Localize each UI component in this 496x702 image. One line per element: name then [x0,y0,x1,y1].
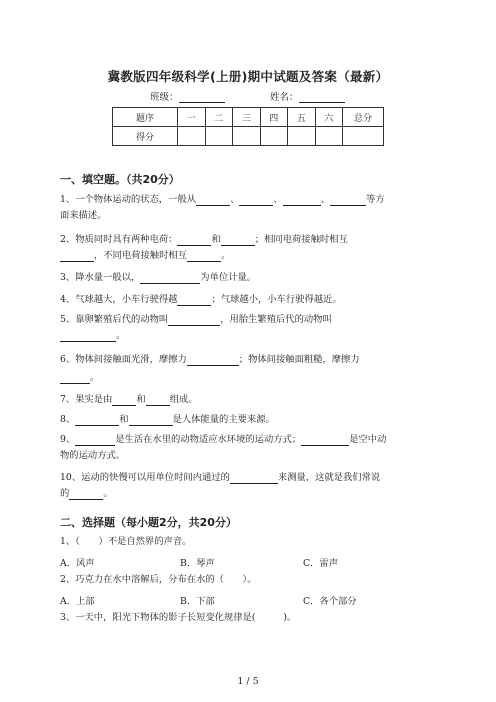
score-header-cell: 五 [288,108,316,127]
q5-text: ，用胎生繁殖后代的动物叫 [220,314,332,325]
q3-text: 3、降水量一般以， [60,272,141,283]
score-cell [288,127,316,146]
q2-text: 和 [211,234,221,245]
q10-fill [60,472,380,484]
q3-text: 为单位计量。 [200,272,257,283]
score-cell [260,127,288,146]
q2-text: 2、物质同时具有两种电荷： [60,234,178,245]
name-field [270,89,345,103]
q9-fill [60,434,386,446]
score-header-cell: 四 [260,108,288,127]
mc-q2-option-b: B．下部 [180,596,215,607]
blank [60,373,90,384]
q9-fill-cont: 物的运动方式。 [60,450,126,461]
mc-q1-option-b: B．琴声 [180,558,215,569]
q10-text: 来测量，这就是我们常说 [277,472,381,483]
score-value-row [113,127,384,146]
q1-text: 等方 [366,194,385,205]
blank [230,473,278,484]
q6-text: 6、物体间接触面光滑，摩擦力 [60,354,187,365]
score-header-cell: 总分 [343,108,384,127]
blank [187,251,221,262]
blank [196,195,230,206]
score-cell [315,127,343,146]
score-header-cell: 三 [233,108,261,127]
blank [60,251,94,262]
blank [75,415,119,426]
q9-text: 9、 [60,434,76,445]
name-blank [299,92,345,103]
q6-fill [60,354,360,366]
name-label: 姓名： [270,92,299,103]
mc-q1-stem: 1、（ ）不是自然界的声音。 [60,536,192,547]
q2-text: ；相同电荷接触时相互 [254,234,348,245]
blank [221,235,255,246]
blank [330,195,366,206]
class-label: 班级： [150,92,179,103]
q10-fill-cont [60,488,113,500]
q8-fill [60,414,275,426]
section1-heading: 一、填空题。（共20分） [60,173,180,186]
q7-text: 和 [136,394,146,405]
blank [168,315,220,326]
q8-text: 和 [119,414,129,425]
q8-text: 8、 [60,414,76,425]
q5-text: 。 [116,330,126,341]
q9-text: 是空中动 [349,434,387,445]
blank [75,435,115,446]
score-table [112,107,384,146]
score-cell [233,127,261,146]
q7-text: 组成。 [169,394,198,405]
score-header-row [113,108,384,127]
q2-fill-cont [60,250,230,262]
page-number: 1 / 5 [237,676,259,687]
mc-q3-stem: 3、一天中，阳光下物体的影子长短变化规律是( )。 [60,612,297,623]
blank [301,435,349,446]
score-cell [178,127,206,146]
score-cell [343,127,384,146]
q2-fill [60,234,348,246]
q1-text: 1、一个物体运动的状态，一般从 [60,194,197,205]
q1-fill-cont: 面来描述。 [60,210,107,221]
q1-text: 、 [230,194,240,205]
q6-text: 。 [90,372,100,383]
blank [187,355,239,366]
score-cell [205,127,233,146]
score-header-cell: 六 [315,108,343,127]
q7-fill [60,394,198,406]
q10-text: 10、运动的快慢可以用单位时间内通过的 [60,472,230,483]
class-blank [179,92,225,103]
score-header-cell: 一 [178,108,206,127]
q6-fill-cont [60,372,99,384]
q5-text: 5、靠卵繁殖后代的动物叫 [60,314,169,325]
q8-text: 是人体能量的主要来源。 [172,414,275,425]
q4-text: ；气球越小，小车行驶得越近。 [211,294,342,305]
mc-q2-option-c: C．各个部分 [303,596,357,607]
mc-q1-option-a: A．风声 [60,558,95,569]
blank [146,395,170,406]
q5-fill-cont [60,330,125,342]
blank [239,195,273,206]
q7-text: 7、果实是由 [60,394,113,405]
blank [140,273,200,284]
page-title: 冀教版四年级科学(上册)期中试题及答案（最新） [107,69,389,84]
mc-q2-stem: 2、巧克力在水中溶解后，分布在水的（ ）。 [60,574,257,585]
class-field [150,89,225,103]
blank [69,489,103,500]
q10-text: 的 [60,488,70,499]
score-header-cell: 二 [205,108,233,127]
q2-text: 。 [220,250,231,261]
score-header-cell: 题序 [113,108,178,127]
q1-text: 、 [320,194,331,205]
mc-q2-option-a: A．上部 [60,596,95,607]
q5-fill [60,314,332,326]
blank [177,295,211,306]
blank [112,395,136,406]
section2-heading: 二、选择题（每小题2分，共20分） [60,516,237,529]
q10-text: 。 [103,488,113,499]
mc-q1-option-c: C．雷声 [303,558,339,569]
blank [283,195,321,206]
blank [129,415,173,426]
q1-text: 、 [273,194,283,205]
q3-fill [60,272,256,284]
blank [177,235,211,246]
q6-text: ；物体间接触面粗糙，摩擦力 [238,354,360,365]
q2-text: ，不同电荷接触时相互 [94,250,187,261]
q9-text: 是生活在水里的动物适应水环境的运动方式； [115,434,302,445]
q4-text: 4、气球越大，小车行驶得越 [60,294,178,305]
q4-fill [60,294,342,306]
q1-fill [60,194,385,206]
blank [60,331,116,342]
score-row-label: 得分 [113,127,178,146]
